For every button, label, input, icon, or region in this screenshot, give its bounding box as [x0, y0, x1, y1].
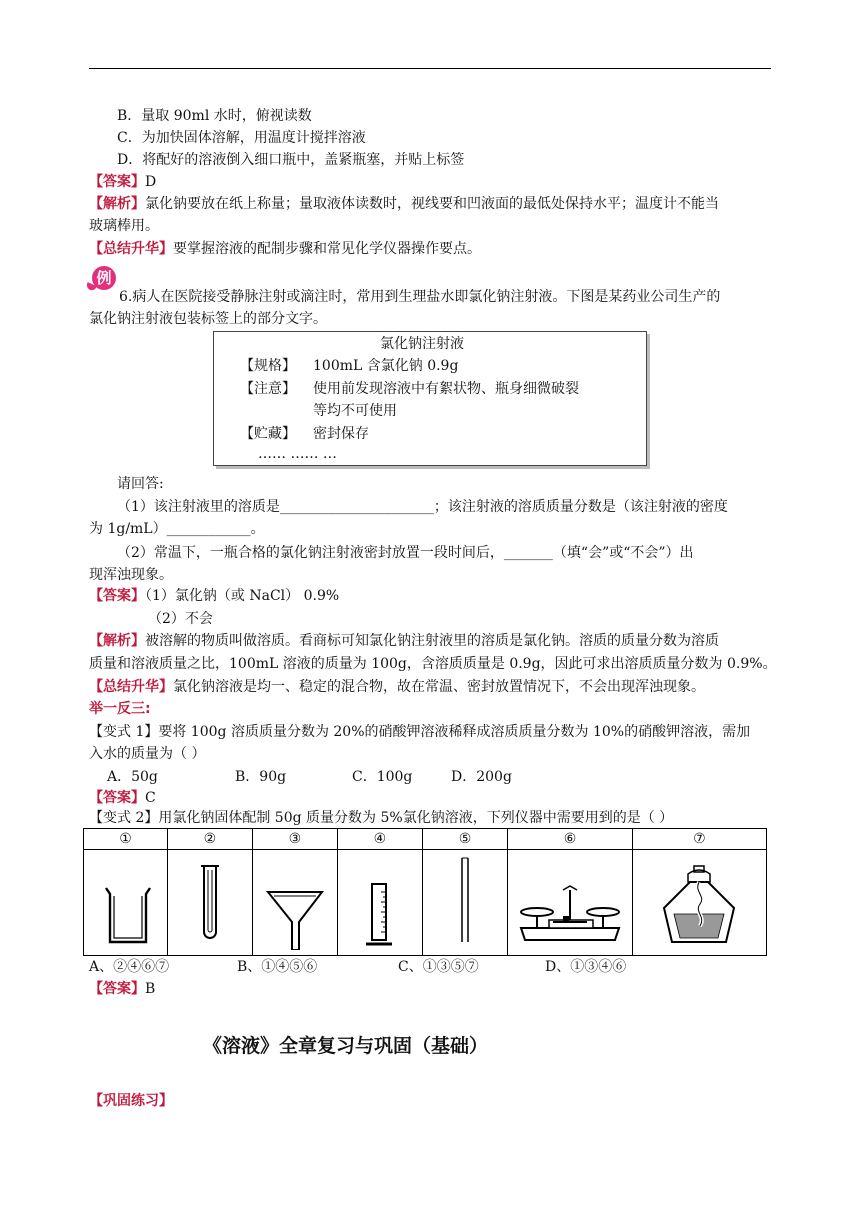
glass-rod-icon: [440, 850, 490, 950]
inference-heading: 举一反三:: [89, 701, 151, 717]
q5-summary: 要掌握溶液的配制步骤和常见化学仪器操作要点。: [173, 241, 481, 257]
variant1-line1: 【变式 1】要将 100g 溶质质量分数为 20%的硝酸钾溶液稀释成溶质质量分数为 10%的硝酸钾溶液，需加: [89, 724, 751, 740]
variant1-option-a: A．50g: [107, 769, 158, 785]
analysis-tag: 【解析】: [89, 633, 145, 649]
instrument-cell-5: [422, 850, 508, 956]
instrument-cell-2: [168, 850, 253, 956]
header-rule: [89, 68, 771, 69]
q5-analysis-row: [89, 194, 719, 214]
column-label-4: ④: [338, 829, 423, 850]
option-b: B．量取 90ml 水时，俯视读数: [117, 108, 312, 124]
instrument-cell-4: [338, 850, 423, 956]
variant2-answer-row: [89, 979, 155, 999]
column-label-5: ⑤: [422, 829, 508, 850]
variant2-option-c: C、①③⑤⑦: [398, 959, 479, 975]
q5-answer-row: [89, 172, 156, 192]
q6-stem-line1: 6.病人在医院接受静脉注射或滴注时，常用到生理盐水即氯化钠注射液。下图是某药业公司生产的: [119, 289, 721, 305]
instrument-cell-3: [252, 850, 337, 956]
q6-sub1-line2: 为 1g/mL）____________。: [89, 521, 265, 537]
q5-analysis-line1: 氯化钠要放在纸上称量；量取液体读数时，视线要和凹液面的最低处保持水平；温度计不能当: [145, 196, 719, 212]
instrument-cell-6: [508, 850, 632, 956]
q6-answer-line2: （2）不会: [148, 611, 213, 627]
instrument-cell-7: [632, 850, 766, 956]
variant2-option-b: B、①④⑤⑥: [237, 959, 318, 975]
test-tube-icon: [185, 850, 235, 950]
column-label-7: ⑦: [632, 829, 766, 850]
q6-answer-line1: （1）氯化钠（或 NaCl） 0.9%: [145, 588, 340, 604]
q6-summary-row: [89, 677, 705, 697]
please-answer: 请回答:: [117, 476, 164, 492]
funnel-icon: [260, 850, 330, 950]
q6-analysis-line2: 质量和溶液质量之比，100mL 溶液的质量为 100g，含溶质质量是 0.9g，因此可求出溶质质量分数为 0.9%。: [89, 656, 777, 672]
chapter-title: 《溶液》全章复习与巩固（基础）: [203, 1035, 489, 1057]
q6-sub2-line2: 现浑浊现象。: [89, 567, 173, 583]
q5-answer: D: [145, 174, 157, 190]
label-spec-key: 【规格】: [240, 358, 296, 374]
answer-tag: 【答案】: [89, 588, 145, 604]
q6-sub1-line1: （1）该注射液里的溶质是______________________；该注射液的溶质质量分数是（该注射液的密度: [117, 499, 728, 515]
label-note-key: 【注意】: [240, 381, 296, 397]
instrument-cell-1: [84, 850, 168, 956]
column-label-2: ②: [168, 829, 253, 850]
column-label-1: ①: [84, 829, 168, 850]
variant1-answer-row: [89, 788, 156, 808]
variant2-stem: 【变式 2】用氯化钠固体配制 50g 质量分数为 5%氯化钠溶液，下列仪器中需要用到的是（ ）: [89, 810, 674, 826]
summary-tag: 【总结升华】: [89, 679, 173, 695]
q6-summary: 氯化钠溶液是均一、稳定的混合物，故在常温、密封放置情况下，不会出现浑浊现象。: [173, 679, 705, 695]
example-badge-icon: 例: [92, 266, 116, 290]
practice-heading: 【巩固练习】: [89, 1093, 173, 1109]
variant2-option-a: A、②④⑥⑦: [89, 959, 170, 975]
summary-tag: 【总结升华】: [89, 241, 173, 257]
variant2-option-d: D、①③④⑥: [545, 959, 627, 975]
column-label-6: ⑥: [508, 829, 632, 850]
balance-icon: [515, 850, 625, 950]
variant1-option-b: B．90g: [235, 769, 287, 785]
q6-sub2-line1: （2）常温下，一瓶合格的氯化钠注射液密封放置一段时间后，_______（填“会”或“不会”）出: [117, 545, 694, 561]
label-spec-val: 100mL 含氯化钠 0.9g: [313, 358, 459, 374]
variant1-line2: 入水的质量为（ ）: [89, 746, 206, 762]
analysis-tag: 【解析】: [89, 196, 145, 212]
q6-analysis-row: [89, 631, 719, 651]
label-title: 氯化钠注射液: [380, 336, 464, 352]
option-c: C．为加快固体溶解，用温度计搅拌溶液: [117, 130, 366, 146]
label-note-val2: 等均不可使用: [313, 403, 397, 419]
answer-tag: 【答案】: [89, 981, 145, 997]
column-label-3: ③: [252, 829, 337, 850]
alcohol-lamp-icon: [654, 850, 744, 950]
q6-stem-line2: 氯化钠注射液包装标签上的部分文字。: [89, 311, 327, 327]
variant1-answer: C: [145, 790, 156, 806]
variant1-option-d: D．200g: [451, 769, 512, 785]
label-ellipsis: …… …… …: [258, 446, 337, 462]
answer-tag: 【答案】: [89, 174, 145, 190]
answer-tag: 【答案】: [89, 790, 145, 806]
option-d: D．将配好的溶液倒入细口瓶中，盖紧瓶塞，并贴上标签: [117, 152, 465, 168]
q6-analysis-line1: 被溶解的物质叫做溶质。看商标可知氯化钠注射液里的溶质是氯化钠。溶质的质量分数为溶质: [145, 633, 719, 649]
q5-summary-row: [89, 239, 481, 259]
label-store-key: 【贮藏】: [240, 426, 296, 442]
variant1-option-c: C．100g: [352, 769, 413, 785]
variant2-answer: B: [145, 981, 156, 997]
instrument-table: [83, 828, 767, 956]
q6-answer-row: [89, 586, 339, 606]
graduated-cylinder-icon: [355, 850, 405, 950]
beaker-icon: [96, 850, 156, 950]
q5-analysis-line2: 玻璃棒用。: [89, 218, 159, 234]
label-store-val: 密封保存: [313, 426, 369, 442]
label-note-val1: 使用前发现溶液中有絮状物、瓶身细微破裂: [313, 381, 579, 397]
